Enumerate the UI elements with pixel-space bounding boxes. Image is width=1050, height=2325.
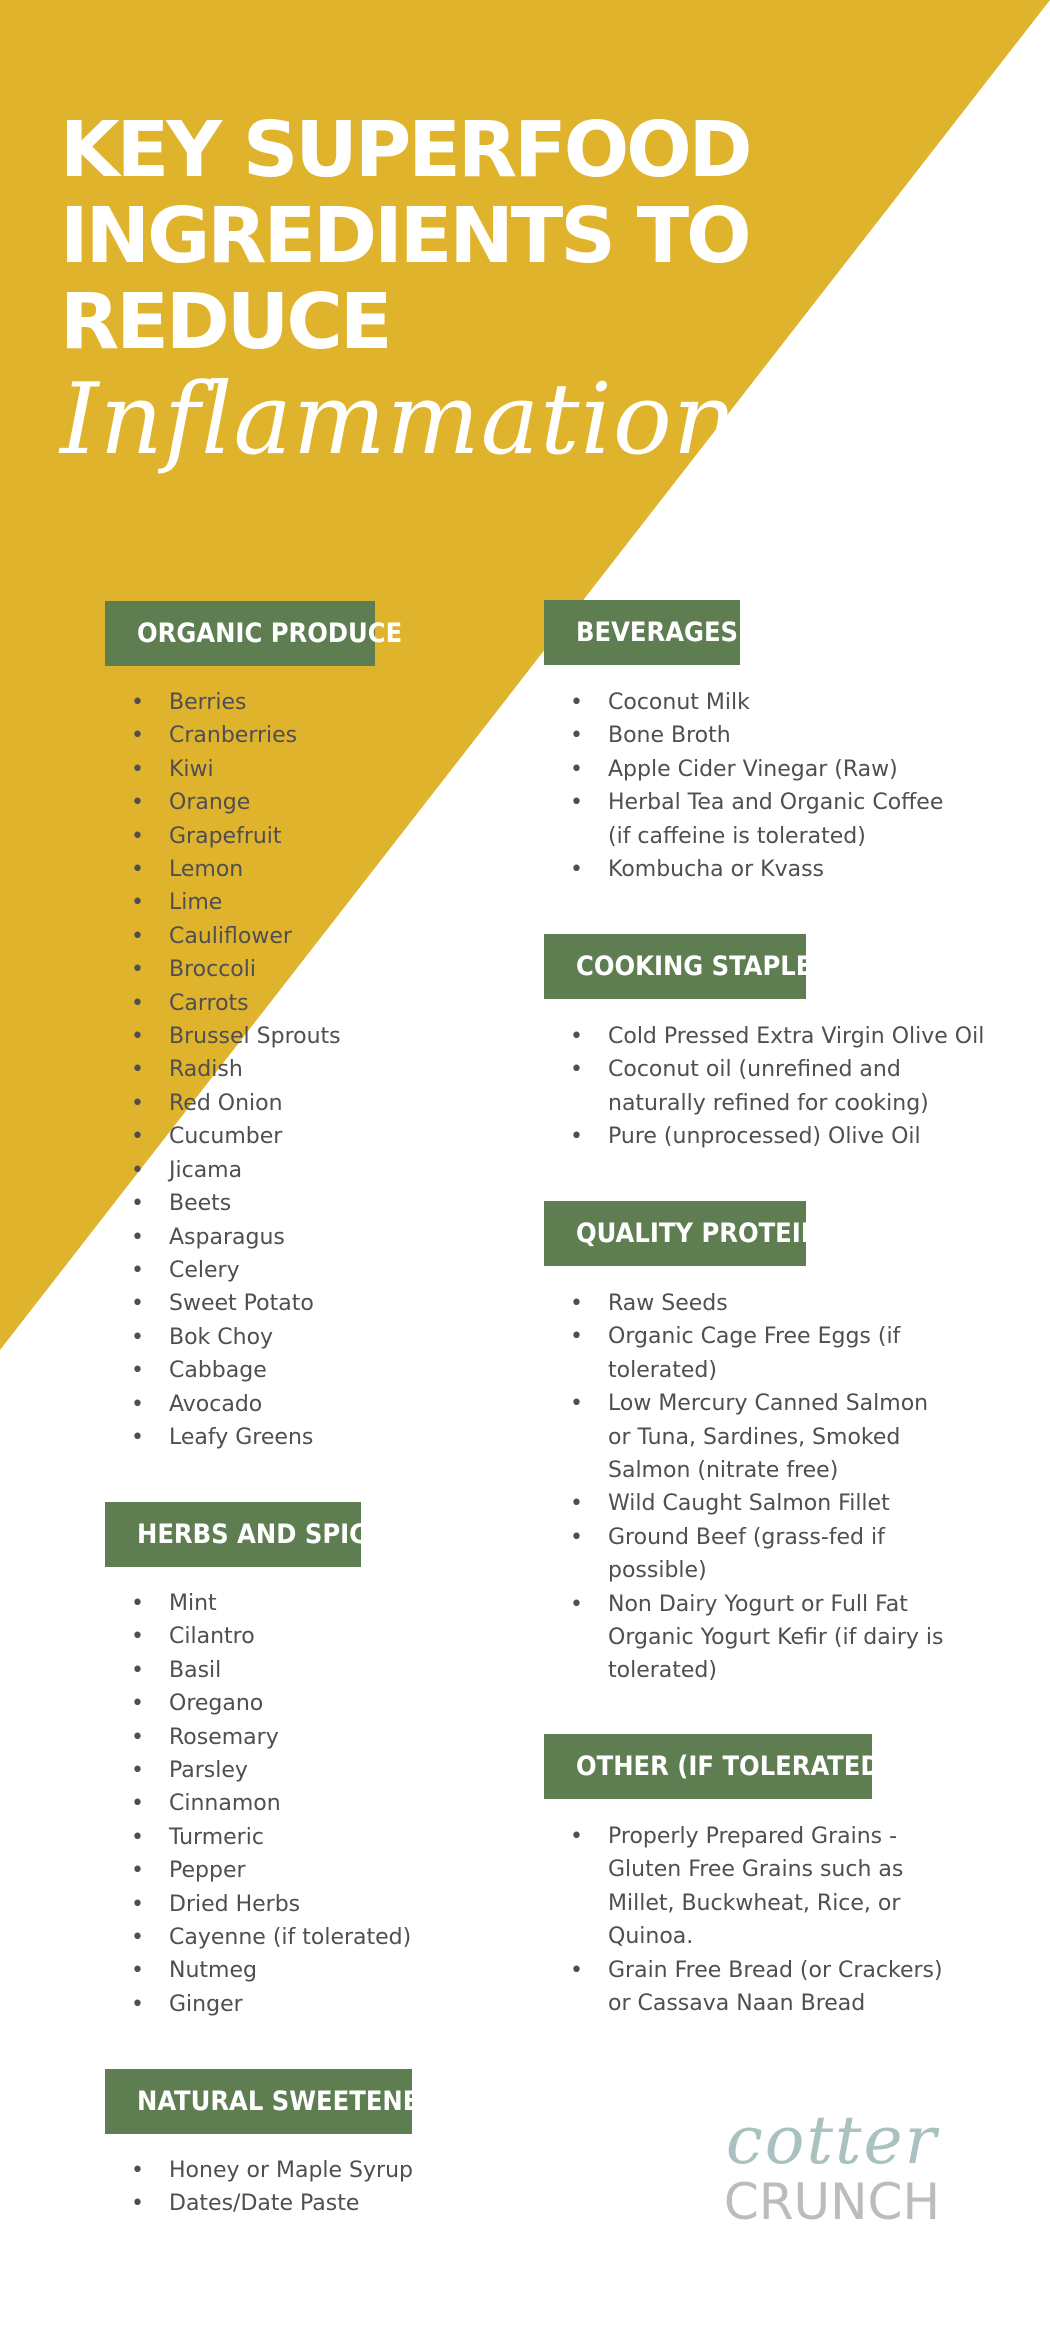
bullet-icon: • <box>131 1224 144 1250</box>
list-item <box>105 1754 411 1787</box>
title-script-word: Inflammation <box>60 363 737 477</box>
list-item <box>105 719 375 752</box>
bullet-icon: • <box>570 1491 583 1517</box>
bullet-icon: • <box>570 1591 583 1617</box>
list-item-text: Lime <box>169 890 223 916</box>
list-item <box>105 1221 375 1254</box>
list-item-text: Beets <box>169 1191 232 1217</box>
section-beverages <box>544 600 943 886</box>
title-line-2: INGREDIENTS TO <box>60 192 749 281</box>
list-item <box>544 1120 984 1153</box>
bullet-icon: • <box>131 857 144 883</box>
list-item <box>105 1821 411 1854</box>
list-item <box>544 1588 944 1688</box>
bullet-icon: • <box>131 1724 144 1750</box>
list-item <box>105 1154 375 1187</box>
list-item-text: Low Mercury Canned Salmon <box>608 1391 929 1417</box>
bullet-icon: • <box>131 1758 144 1784</box>
section-cooking-staples <box>544 934 984 1154</box>
bullet-icon: • <box>131 2191 144 2217</box>
section-heading: HERBS AND SPICES <box>105 1502 361 1567</box>
bullet-icon: • <box>131 1958 144 1984</box>
list-item-text: Oregano <box>169 1691 264 1717</box>
list-item-text: Quinoa. <box>608 1924 694 1950</box>
bullet-icon: • <box>131 1624 144 1650</box>
bullet-icon: • <box>131 2158 144 2183</box>
list-item <box>105 753 375 786</box>
list-item-text: Non Dairy Yogurt or Full Fat <box>608 1591 908 1617</box>
list-item <box>544 1387 944 1487</box>
list-item-text: Cucumber <box>169 1124 283 1150</box>
section-heading: QUALITY PROTEIN <box>544 1201 806 1266</box>
bullet-icon: • <box>570 1324 583 1350</box>
list-item-text: Red Onion <box>169 1090 283 1116</box>
list-item <box>105 2154 413 2187</box>
list-item-text: Dried Herbs <box>169 1891 301 1917</box>
list-item-text: Coconut oil (unrefined and <box>608 1057 901 1083</box>
list-item <box>105 1354 375 1387</box>
list-item-text: Honey or Maple Syrup <box>169 2158 413 2183</box>
list-item-text: Parsley <box>169 1758 248 1784</box>
bullet-icon: • <box>570 723 583 749</box>
list-item-text: Gluten Free Grains such as <box>608 1857 904 1883</box>
list-item <box>544 1954 943 2021</box>
list-item-text: naturally refined for cooking) <box>608 1090 929 1116</box>
bullet-icon: • <box>131 1991 144 2017</box>
list-item <box>105 1620 411 1653</box>
list-item <box>105 1888 411 1921</box>
list-item-text: possible) <box>608 1558 707 1584</box>
list-item-text: Avocado <box>169 1391 263 1417</box>
list-item-text: Bok Choy <box>169 1324 274 1350</box>
list-item-text: Millet, Buckwheat, Rice, or <box>608 1890 901 1916</box>
list-item <box>544 1053 984 1120</box>
bullet-icon: • <box>131 1925 144 1951</box>
section-heading: ORGANIC PRODUCE <box>105 601 375 666</box>
bullet-icon: • <box>131 890 144 916</box>
list-item <box>544 1521 944 1588</box>
list-item-text: Radish <box>169 1057 243 1083</box>
bullet-icon: • <box>131 1657 144 1683</box>
list-item-text: Grain Free Bread (or Crackers) <box>608 1957 943 1983</box>
section-organic-produce <box>105 601 403 1454</box>
list-item-text: Raw Seeds <box>608 1291 728 1316</box>
list-item-text: (if caffeine is tolerated) <box>608 823 866 849</box>
list-item-text: Lemon <box>169 857 244 883</box>
bullet-icon: • <box>131 1324 144 1350</box>
list-item-text: Turmeric <box>169 1824 264 1850</box>
list-item-text: Jicama <box>169 1157 243 1183</box>
list-item <box>105 1321 375 1354</box>
list-item <box>105 2187 413 2220</box>
list-item <box>105 1787 411 1820</box>
list-item-text: Cinnamon <box>169 1791 281 1817</box>
bullet-icon: • <box>131 1891 144 1917</box>
list-item-text: Pure (unprocessed) Olive Oil <box>608 1124 921 1150</box>
list-item <box>544 1320 944 1387</box>
list-item-text: Kombucha or Kvass <box>608 857 824 883</box>
bullet-icon: • <box>131 1591 144 1616</box>
list-item-text: Grapefruit <box>169 823 282 849</box>
bullet-icon: • <box>131 923 144 949</box>
list-item <box>105 1053 375 1086</box>
bullet-icon: • <box>131 1691 144 1717</box>
bullet-icon: • <box>570 1391 583 1417</box>
bullet-icon: • <box>131 1791 144 1817</box>
list-item-text: Nutmeg <box>169 1958 257 1984</box>
list-item <box>544 1820 943 1954</box>
list-item <box>544 719 943 752</box>
list-item <box>105 987 375 1020</box>
bullet-icon: • <box>131 1090 144 1116</box>
list-item <box>544 1487 944 1520</box>
list-item-text: Sweet Potato <box>169 1291 314 1317</box>
list-item <box>105 1020 375 1053</box>
bullet-icon: • <box>131 1858 144 1884</box>
bullet-icon: • <box>131 1358 144 1384</box>
bullet-icon: • <box>131 790 144 816</box>
list-item-text: Ginger <box>169 1991 243 2017</box>
section-herbs-and-spices <box>105 1502 411 2021</box>
list-item <box>105 1587 411 1620</box>
list-item-text: Cauliflower <box>169 923 292 949</box>
bullet-icon: • <box>570 1057 583 1083</box>
list-item <box>105 1954 411 1987</box>
list-item-text: Cayenne (if tolerated) <box>169 1925 412 1951</box>
bullet-icon: • <box>131 957 144 983</box>
list-item-text: Cold Pressed Extra Virgin Olive Oil <box>608 1024 985 1049</box>
bullet-icon: • <box>131 1291 144 1317</box>
list-item-text: Coconut Milk <box>608 690 750 715</box>
list-item <box>105 853 375 886</box>
list-item-text: Salmon (nitrate free) <box>608 1458 839 1484</box>
section-heading: NATURAL SWEETENERS <box>105 2069 412 2134</box>
bullet-icon: • <box>570 1024 583 1049</box>
list-item <box>544 786 943 853</box>
list-item <box>105 953 375 986</box>
list-item-text: Organic Yogurt Kefir (if dairy is <box>608 1625 944 1651</box>
list-item <box>544 1020 984 1053</box>
list-item <box>544 853 943 886</box>
list-item <box>105 920 375 953</box>
list-item <box>105 1287 375 1320</box>
list-item-text: Wild Caught Salmon Fillet <box>608 1491 890 1517</box>
list-item <box>105 1087 375 1120</box>
bullet-icon: • <box>570 857 583 883</box>
list-item-text: Mint <box>169 1591 217 1616</box>
list-item-text: tolerated) <box>608 1357 717 1383</box>
bullet-icon: • <box>131 756 144 782</box>
list-item-text: or Tuna, Sardines, Smoked <box>608 1424 901 1450</box>
list-item-text: Rosemary <box>169 1724 279 1750</box>
cotter-crunch-logo <box>712 2102 952 2231</box>
quality-protein-list <box>544 1287 944 1688</box>
list-item-text: Properly Prepared Grains - <box>608 1824 898 1849</box>
list-item-text: Bone Broth <box>608 723 731 749</box>
list-item <box>544 753 943 786</box>
natural-sweeteners-list <box>105 2154 413 2221</box>
bullet-icon: • <box>570 1291 583 1316</box>
bullet-icon: • <box>131 1191 144 1217</box>
list-item-text: tolerated) <box>608 1658 717 1684</box>
list-item <box>105 1721 411 1754</box>
list-item <box>105 1687 411 1720</box>
list-item <box>105 820 375 853</box>
list-item-text: Celery <box>169 1257 240 1283</box>
logo-wordmark: CRUNCH <box>723 2173 941 2231</box>
list-item <box>105 1421 375 1454</box>
bullet-icon: • <box>131 1257 144 1283</box>
organic-produce-list <box>105 686 375 1454</box>
section-heading: OTHER (IF TOLERATED) <box>544 1734 872 1799</box>
bullet-icon: • <box>131 1424 144 1450</box>
list-item <box>105 686 375 719</box>
list-item <box>105 1120 375 1153</box>
title-line-1: KEY SUPERFOOD <box>60 106 750 195</box>
title-line-3: REDUCE <box>60 278 390 367</box>
beverages-list <box>544 686 943 886</box>
list-item-text: Berries <box>169 690 247 715</box>
bullet-icon: • <box>131 1057 144 1083</box>
list-item <box>105 786 375 819</box>
bullet-icon: • <box>131 990 144 1016</box>
list-item-text: Carrots <box>169 990 249 1016</box>
other-if-tolerated-list <box>544 1820 943 2020</box>
bullet-icon: • <box>131 1024 144 1050</box>
bullet-icon: • <box>131 1124 144 1150</box>
bullet-icon: • <box>131 823 144 849</box>
section-natural-sweeteners <box>105 2069 456 2221</box>
page-title <box>60 108 750 366</box>
list-item-text: Cranberries <box>169 723 298 749</box>
list-item-text: Cabbage <box>169 1358 267 1384</box>
section-heading: BEVERAGES <box>544 600 740 665</box>
bullet-icon: • <box>131 1824 144 1850</box>
bullet-icon: • <box>570 1124 583 1150</box>
list-item-text: Pepper <box>169 1858 246 1884</box>
list-item-text: Brussel Sprouts <box>169 1024 341 1050</box>
list-item-text: Cilantro <box>169 1624 255 1650</box>
bullet-icon: • <box>131 723 144 749</box>
bullet-icon: • <box>570 690 583 715</box>
list-item <box>105 1921 411 1954</box>
bullet-icon: • <box>570 1824 583 1849</box>
list-item <box>105 1988 411 2021</box>
logo-script: cotter <box>725 2102 939 2179</box>
bullet-icon: • <box>570 1524 583 1550</box>
section-other-if-tolerated <box>544 1734 943 2020</box>
section-quality-protein <box>544 1201 944 1688</box>
list-item-text: or Cassava Naan Bread <box>608 1991 866 2017</box>
list-item-text: Broccoli <box>169 957 256 983</box>
list-item <box>544 686 943 719</box>
list-item-text: Organic Cage Free Eggs (if <box>608 1324 901 1350</box>
list-item-text: Herbal Tea and Organic Coffee <box>608 790 944 816</box>
list-item <box>544 1287 944 1320</box>
list-item <box>105 1254 375 1287</box>
list-item <box>105 1654 411 1687</box>
section-heading: COOKING STAPLES <box>544 934 806 999</box>
bullet-icon: • <box>131 690 144 715</box>
list-item <box>105 1187 375 1220</box>
list-item-text: Apple Cider Vinegar (Raw) <box>608 756 898 782</box>
list-item-text: Leafy Greens <box>169 1424 314 1450</box>
herbs-and-spices-list <box>105 1587 411 2021</box>
bullet-icon: • <box>131 1391 144 1417</box>
bullet-icon: • <box>570 756 583 782</box>
list-item-text: Dates/Date Paste <box>169 2191 360 2217</box>
cooking-staples-list <box>544 1020 984 1154</box>
list-item-text: Orange <box>169 790 251 816</box>
list-item <box>105 1854 411 1887</box>
list-item <box>105 1388 375 1421</box>
bullet-icon: • <box>131 1157 144 1183</box>
list-item-text: Basil <box>169 1657 222 1683</box>
list-item <box>105 886 375 919</box>
bullet-icon: • <box>570 1957 583 1983</box>
bullet-icon: • <box>570 790 583 816</box>
list-item-text: Ground Beef (grass-fed if <box>608 1524 885 1550</box>
list-item-text: Kiwi <box>169 756 214 782</box>
list-item-text: Asparagus <box>169 1224 285 1250</box>
